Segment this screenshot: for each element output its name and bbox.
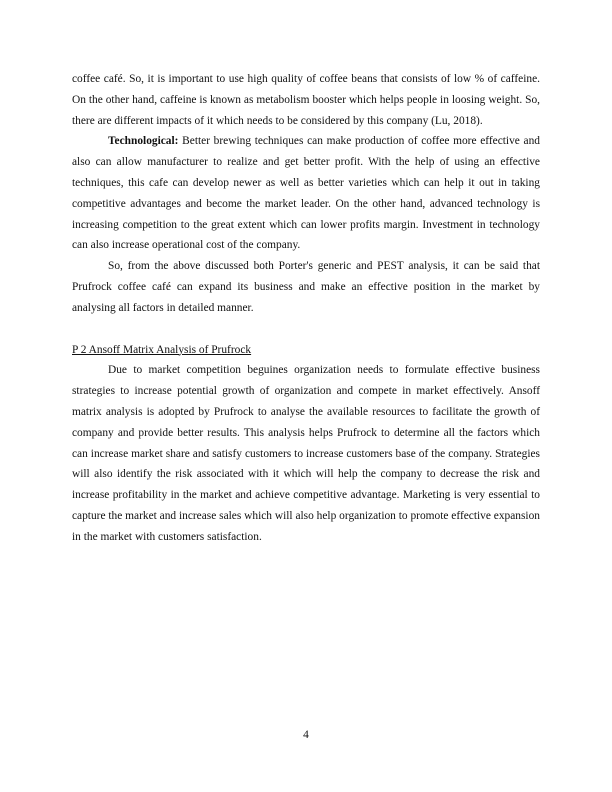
page-number: 4 <box>303 729 309 741</box>
paragraph-conclusion: So, from the above discussed both Porter's generic and PEST analysis, it can be said that Prufrock coffee café can expand its business and make an effective position in the market by analysing all factors in detailed manner. <box>72 260 540 314</box>
technological-text: Better brewing techniques can make production of coffee more effective and also can allow manufacturer to realize and get better profit. With the help of using an effective techniques, this cafe can develop newer as well as better varieties which can help it out in taking competitive advantages and become the market leader. On the other hand, advanced technology is increasing competition to the great extent which can lower profits margin. Investment in technology can also increase operational cost of the company. <box>72 135 540 252</box>
section-heading: P 2 Ansoff Matrix Analysis of Prufrock <box>72 343 252 356</box>
paragraph-ansoff: Due to market competition beguines organization needs to formulate effective business strategies to increase potential growth of organization and compete in market effectively. Ansoff matrix analysis is adopted by Prufrock to analyse the available resources to facilitate the growth of company and provide better results. This analysis helps Prufrock to determine all the factors which can increase market share and satisfy customers to increase customers base of the company. Strategies will also identify the risk associated with it which will help the company to decrease the risk and increase profitability in the market and achieve competitive advantage. Marketing is very essential to capture the market and increase sales which will also help organization to promote effective expansion in the market with customers satisfaction. <box>72 364 540 543</box>
paragraph-caffeine: coffee café. So, it is important to use high quality of coffee beans that consists of low % of caffeine. On the other hand, caffeine is known as metabolism booster which helps people in loosing weight. So, there are different impacts of it which needs to be considered by this company (Lu, 2018). <box>72 73 540 127</box>
technological-label: Technological: <box>108 135 179 148</box>
document-page <box>72 69 540 548</box>
paragraph-technological <box>72 131 540 256</box>
